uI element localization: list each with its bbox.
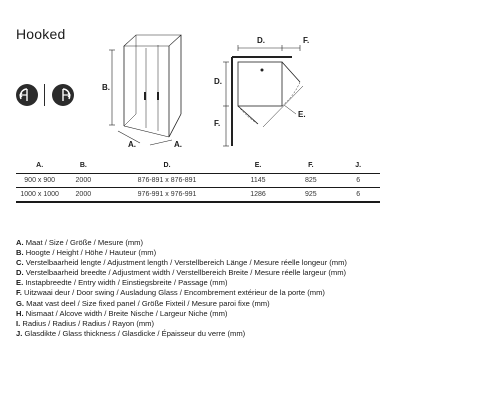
plan-label-f-left: F.	[214, 119, 221, 128]
page-title: Hooked	[16, 26, 66, 42]
legend-item	[16, 268, 347, 278]
legend-key: I.	[16, 318, 21, 328]
legend-item	[16, 278, 347, 288]
plan-label-d-top: D.	[257, 36, 265, 45]
legend-text: Nismaat / Alcove width / Breite Nische / Largeur Niche (mm)	[25, 308, 228, 318]
table-header-row	[16, 160, 380, 174]
table-row	[16, 188, 380, 203]
plan-label-e: E.	[298, 110, 306, 119]
legend-text: Glasdikte / Glass thickness / Glasdicke / Épaisseur du verre (mm)	[24, 328, 246, 338]
legend-item	[16, 288, 347, 298]
dimension-legend	[16, 238, 347, 339]
legend-key: C.	[16, 258, 24, 268]
legend-key: G.	[16, 298, 25, 308]
table-cell: 925	[285, 188, 336, 203]
legend-text: Maat / Size / Größe / Mesure (mm)	[25, 238, 144, 247]
table-cell: 1145	[231, 174, 286, 188]
table-cell: 6	[336, 174, 380, 188]
table-cell: 976-991 x 976-991	[103, 188, 230, 203]
table-cell: 1286	[231, 188, 286, 203]
table-cell: 876-891 x 876-891	[103, 174, 230, 188]
table-cell: 900 x 900	[16, 174, 63, 188]
legend-item	[16, 319, 347, 329]
legend-item	[16, 299, 347, 309]
legend-text: Maat vast deel / Size fixed panel / Größe Fixteil / Mesure paroi fixe (mm)	[26, 298, 270, 308]
front-view-drawing	[109, 35, 181, 145]
front-label-b: B.	[102, 83, 110, 92]
legend-text: Hoogte / Height / Höhe / Hauteur (mm)	[25, 248, 157, 258]
legend-key: F.	[16, 288, 22, 298]
column-header: J.	[336, 160, 380, 174]
plan-view-drawing	[223, 45, 303, 146]
table-cell: 2000	[63, 174, 103, 188]
table-row	[16, 174, 380, 188]
legend-key: A.	[16, 238, 24, 247]
legend-item	[16, 248, 347, 258]
column-header: B.	[63, 160, 103, 174]
legend-item	[16, 238, 347, 248]
front-label-a-left: A.	[128, 140, 136, 149]
legend-text: Verstelbaarheid lengte / Adjustment length / Verstellbereich Länge / Mesure réelle longeur (mm)	[25, 258, 347, 268]
legend-item	[16, 309, 347, 319]
legend-item	[16, 329, 347, 339]
legend-text: Verstelbaarheid breedte / Adjustment width / Verstellbereich Breite / Mesure réelle largeur (mm)	[25, 268, 347, 278]
front-label-a-right: A.	[174, 140, 182, 149]
legend-key: D.	[16, 268, 24, 278]
legend-text: Instapbreedte / Entry width / Einstiegsbreite / Passage (mm)	[25, 278, 228, 288]
column-header: E.	[231, 160, 286, 174]
spec-table	[16, 160, 380, 203]
table-cell: 6	[336, 188, 380, 203]
column-header: F.	[285, 160, 336, 174]
legend-key: H.	[16, 308, 24, 318]
column-header: A.	[16, 160, 63, 174]
table-cell: 825	[285, 174, 336, 188]
legend-item	[16, 258, 347, 268]
plan-label-f-top: F.	[303, 36, 310, 45]
table-cell: 2000	[63, 188, 103, 203]
legend-key: B.	[16, 248, 24, 258]
plan-label-d-left: D.	[214, 77, 222, 86]
legend-key: E.	[16, 278, 24, 288]
legend-text: Uitzwaai deur / Door swing / Ausladung Glass / Encombrement extérieur de la porte (mm)	[24, 288, 325, 298]
table-cell: 1000 x 1000	[16, 188, 63, 203]
technical-drawings	[0, 0, 500, 160]
legend-text: Radius / Radius / Radius / Rayon (mm)	[22, 318, 155, 328]
column-header: D.	[103, 160, 230, 174]
legend-key: J.	[16, 328, 23, 338]
